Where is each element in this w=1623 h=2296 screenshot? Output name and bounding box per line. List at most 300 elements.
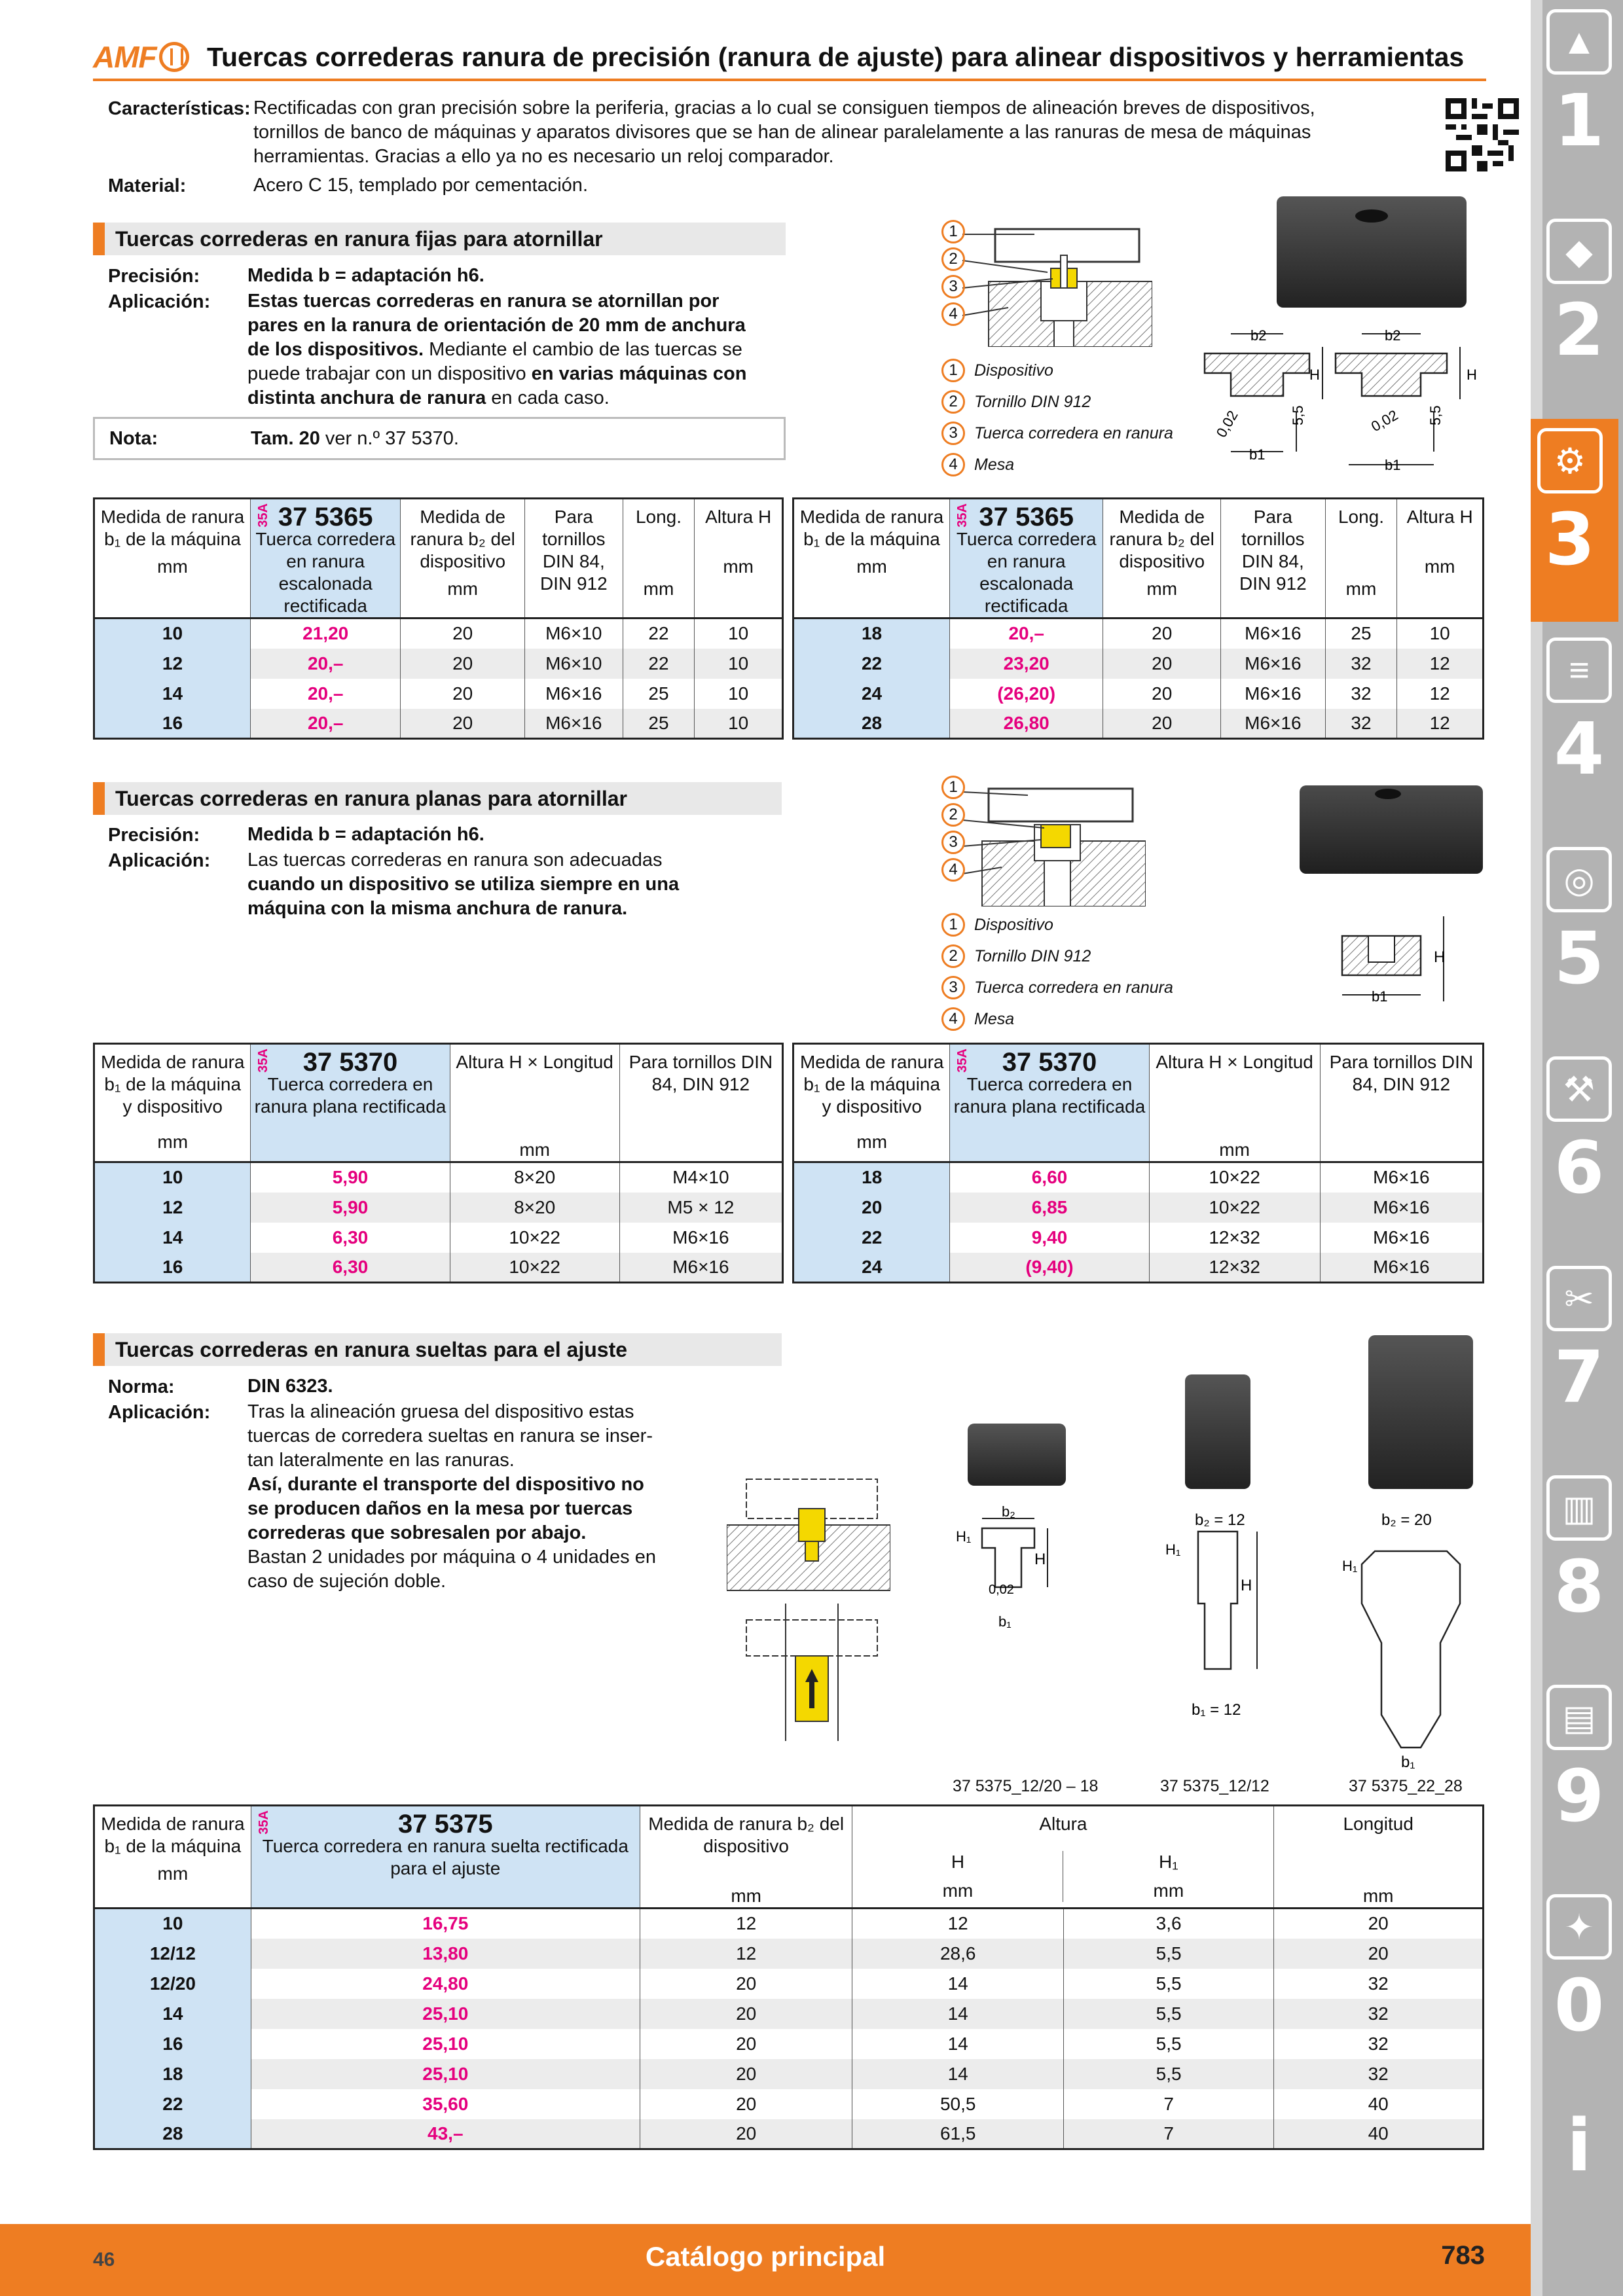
cell-value: 20 [1103, 679, 1221, 709]
sidebar-tab-number: 8 [1554, 1545, 1605, 1628]
chapter-icon: ▲ [1546, 9, 1612, 75]
precision-label: Precisión: [108, 825, 200, 846]
callout-2: 2 [941, 247, 974, 271]
sidebar-tab-9[interactable] [1540, 1676, 1618, 1878]
cell-value: 61,5 [852, 2119, 1063, 2149]
cell-value: M6×16 [1221, 619, 1326, 649]
photo-hole [1375, 789, 1401, 799]
cell-price: 43,– [251, 2119, 640, 2149]
col-header-b1: Medida de ranura b₁ de la máquina mm [793, 499, 950, 619]
chapter-icon: ⚒ [1546, 1056, 1612, 1122]
col-header-altura: Altura H mm H₁ mm [852, 1806, 1274, 1909]
norm-label: Norma: [108, 1376, 175, 1397]
table-row [793, 679, 1484, 709]
product-photo-loose-small [968, 1424, 1066, 1486]
cell-price: 16,75 [251, 1909, 640, 1939]
cell-value: 20 [640, 1999, 852, 2029]
cell-value: M6×16 [1221, 679, 1326, 709]
cell-value: 10 [1397, 619, 1484, 649]
cell-price: 26,80 [950, 709, 1103, 739]
cell-value: 50,5 [852, 2089, 1063, 2119]
cell-value: 20 [1103, 619, 1221, 649]
cell-value: M6×16 [1320, 1223, 1483, 1253]
cell-value: 12 [852, 1909, 1063, 1939]
cell-size: 28 [94, 2119, 251, 2149]
cell-value: 20 [640, 2089, 852, 2119]
cell-value: 20 [401, 619, 525, 649]
dimension-drawing-flat [1336, 903, 1486, 1008]
cell-size: 12/12 [94, 1939, 251, 1969]
cell-price: 5,90 [251, 1193, 450, 1223]
cell-value: 12 [1397, 709, 1484, 739]
cell-value: 20 [640, 2059, 852, 2089]
sidebar-tab-number: 3 [1544, 497, 1596, 581]
table-row [94, 2119, 1484, 2149]
col-header-height-length: Altura H × Longitud mm [1149, 1044, 1320, 1162]
cell-value: M4×10 [619, 1162, 782, 1193]
cell-value: M6×16 [1221, 649, 1326, 679]
table-row [793, 1193, 1484, 1223]
cell-value: 12 [640, 1909, 852, 1939]
table-37-5375 [93, 1804, 1484, 2150]
col-header-length: Long. mm [1325, 499, 1397, 619]
col-header-b1: Medida de ranura b₁ de la máquina mm [94, 1806, 251, 1909]
callout-4: 4 [941, 302, 974, 326]
sidebar-tab-i[interactable] [1540, 2094, 1618, 2296]
cell-size: 16 [94, 709, 251, 739]
legend-item-3: 3 Tuerca corredera en ranura [941, 976, 1173, 999]
chapter-icon: ⚙ [1537, 428, 1603, 493]
cell-value: 10×22 [450, 1223, 619, 1253]
cell-price: (26,20) [950, 679, 1103, 709]
callout-2: 2 [941, 803, 974, 827]
dimension-drawing-stepped [1198, 321, 1525, 471]
section-header-loose: Tuercas correderas en ranura sueltas para el ajuste [93, 1333, 782, 1366]
cell-price: 6,30 [251, 1223, 450, 1253]
cell-value: 20 [1103, 709, 1221, 739]
cell-price: 35,60 [251, 2089, 640, 2119]
legend-item-2: 2 Tornillo DIN 912 [941, 944, 1091, 968]
svg-text:H: H [1467, 367, 1477, 383]
cell-value: 12 [640, 1939, 852, 1969]
cell-size: 20 [793, 1193, 950, 1223]
cell-value: 32 [1274, 1999, 1484, 2029]
table-row [793, 619, 1484, 649]
sidebar-tab-3[interactable] [1531, 419, 1618, 622]
footer-bar [0, 2224, 1531, 2296]
table-row [94, 1193, 783, 1223]
col-header-article: 35A 37 5375 Tuerca corredera en ranura suelta rectificada para el ajuste [251, 1806, 640, 1909]
col-header-screws: Para tornillos DIN 84, DIN 912 [1320, 1044, 1483, 1162]
table-row [793, 1253, 1484, 1283]
chapter-icon: ✦ [1546, 1894, 1612, 1960]
col-header-length: Long. mm [623, 499, 695, 619]
cell-size: 12 [94, 649, 251, 679]
cell-value: 10 [695, 619, 783, 649]
cell-size: 18 [793, 1162, 950, 1193]
table-row [94, 2059, 1484, 2089]
col-header-article: 35A 37 5370 Tuerca corredera en ranura plana rectificada [950, 1044, 1149, 1162]
table-row [94, 1909, 1484, 1939]
catalog-title: Catálogo principal [645, 2241, 886, 2272]
table-row [94, 649, 783, 679]
table-37-5370-left [93, 1043, 784, 1283]
col-header-height: Altura H mm [695, 499, 783, 619]
note-size: Tam. 20 [251, 427, 320, 449]
cell-value: 5,5 [1063, 1999, 1273, 2029]
cell-value: 10 [695, 679, 783, 709]
svg-text:b₁: b₁ [998, 1613, 1012, 1630]
note-text: ver n.º 37 5370. [319, 427, 459, 449]
cell-size: 10 [94, 1162, 251, 1193]
svg-text:b₁ = 12: b₁ = 12 [1192, 1701, 1241, 1719]
sidebar-tab-number: 0 [1554, 1964, 1605, 2047]
dimension-drawing-loose-12-12 [1159, 1505, 1277, 1721]
cell-price: 6,85 [950, 1193, 1149, 1223]
svg-text:b1: b1 [1385, 457, 1401, 471]
cell-value: 10×22 [450, 1253, 619, 1283]
col-header-b2: Medida de ranura b₂ del dispositivo mm [640, 1806, 852, 1909]
cell-value: 12×32 [1149, 1253, 1320, 1283]
cell-size: 14 [94, 679, 251, 709]
legend-item-1: 1 Dispositivo [941, 913, 1053, 937]
svg-text:H: H [1309, 367, 1320, 383]
legend-item-4: 4 Mesa [941, 1007, 1014, 1031]
cell-size: 22 [793, 1223, 950, 1253]
dimension-drawing-loose-small [949, 1502, 1067, 1633]
cell-value: 5,5 [1063, 1939, 1273, 1969]
col-header-article: 35A 37 5365 Tuerca corredera en ranura escalonada rectificada [251, 499, 401, 619]
sidebar-tab-7[interactable] [1540, 1257, 1618, 1460]
col-header-longitud: Longitud mm [1274, 1806, 1484, 1909]
svg-text:0,02: 0,02 [1368, 406, 1401, 435]
cell-value: 20 [1274, 1909, 1484, 1939]
cell-value: 25 [623, 679, 695, 709]
cell-value: 7 [1063, 2119, 1273, 2149]
sidebar-tab-number: i [1567, 2104, 1592, 2187]
callout-4: 4 [941, 858, 974, 882]
note-label: Nota: [109, 427, 158, 449]
cell-value: 20 [401, 679, 525, 709]
table-row [793, 709, 1484, 739]
section-header-flat: Tuercas correderas en ranura planas para atornillar [93, 782, 782, 815]
cell-price: 24,80 [251, 1969, 640, 1999]
caption-375375-22-28: 37 5375_22_28 [1349, 1777, 1463, 1795]
cell-size: 24 [793, 679, 950, 709]
cell-value: 5,5 [1063, 1969, 1273, 1999]
cell-size: 22 [94, 2089, 251, 2119]
cell-value: 10×22 [1149, 1193, 1320, 1223]
callout-1: 1 [941, 220, 974, 243]
table-row [94, 1969, 1484, 1999]
product-photo-loose-22-28 [1368, 1335, 1473, 1489]
assembly-diagram-loose [727, 1473, 890, 1741]
svg-text:b1: b1 [1372, 988, 1388, 1005]
table-row [793, 1223, 1484, 1253]
cell-value: M6×10 [524, 649, 623, 679]
cell-price: 20,– [251, 649, 401, 679]
application-text: Tras la alineación gruesa del dispositivo estas tuercas de corredera sueltas en ranura se inser- tan lateralmente en las ranuras. Así, durante el transporte del dispositivo no se producen daños en la mesa por tuercas correderas que sobresalen por abajo. Bastan 2 unidades por máquina o 4 unidades en caso de sujeción doble. [247, 1401, 656, 1592]
cell-value: 20 [401, 649, 525, 679]
svg-text:b1: b1 [1249, 446, 1266, 463]
svg-text:H: H [1434, 948, 1446, 966]
table-37-5370-right [792, 1043, 1484, 1283]
cell-value: 20 [401, 709, 525, 739]
chapter-icon: ◆ [1546, 219, 1612, 284]
chapter-icon: ▥ [1546, 1475, 1612, 1541]
cell-value: M6×16 [1320, 1253, 1483, 1283]
precision-text: Medida b = adaptación h6. [247, 824, 484, 845]
cell-value: 32 [1325, 649, 1397, 679]
application-text: Estas tuercas correderas en ranura se atornillan por pares en la ranura de orientación de 20 mm de anchura de los dispositivos. Mediante el cambio de las tuercas se puede trabajar con un dispositivo en varias máquinas con distinta anchura de ranura en cada caso. [247, 291, 747, 408]
cell-size: 10 [94, 619, 251, 649]
callout-1: 1 [941, 776, 974, 799]
cell-price: 25,10 [251, 1999, 640, 2029]
svg-text:b2: b2 [1250, 327, 1267, 344]
cell-value: 20 [1103, 649, 1221, 679]
cell-price: 9,40 [950, 1223, 1149, 1253]
header-divider [93, 79, 1486, 81]
cell-value: M5 × 12 [619, 1193, 782, 1223]
svg-text:H₁: H₁ [1165, 1541, 1181, 1558]
cell-value: M6×16 [619, 1253, 782, 1283]
table-row [94, 1939, 1484, 1969]
application-text: Las tuercas correderas en ranura son adecuadas cuando un dispositivo se utiliza siempre en una máquina con la misma anchura de ranura. [247, 850, 680, 919]
cell-value: 32 [1325, 709, 1397, 739]
cell-price: 13,80 [251, 1939, 640, 1969]
table-row [94, 1162, 783, 1193]
cell-size: 16 [94, 1253, 251, 1283]
sidebar-tab-5[interactable] [1540, 838, 1618, 1041]
section-header-fixed: Tuercas correderas en ranura fijas para atornillar [93, 223, 786, 255]
table-37-5365-right [792, 497, 1484, 740]
cell-size: 14 [94, 1999, 251, 2029]
col-header-height: Altura H mm [1397, 499, 1484, 619]
col-header-b1: Medida de ranura b₁ de la máquina y dispositivo mm [793, 1044, 950, 1162]
col-header-screws: Para tornillos DIN 84, DIN 912 [1221, 499, 1326, 619]
sidebar-tab-number: 4 [1554, 707, 1605, 791]
chapter-icon: ✂ [1546, 1266, 1612, 1331]
cell-value: 14 [852, 1999, 1063, 2029]
col-header-b1: Medida de ranura b₁ de la máquina y dispositivo mm [94, 1044, 251, 1162]
sidebar-tab-4[interactable] [1540, 628, 1618, 831]
cell-value: M6×16 [524, 679, 623, 709]
svg-text:b₂ = 20: b₂ = 20 [1381, 1511, 1432, 1529]
legend-item-3: 3 Tuerca corredera en ranura [941, 422, 1173, 445]
cell-value: 28,6 [852, 1939, 1063, 1969]
cell-size: 24 [793, 1253, 950, 1283]
qr-code-icon[interactable] [1446, 98, 1519, 171]
cell-value: 5,5 [1063, 2059, 1273, 2089]
svg-text:b₂: b₂ [1002, 1503, 1015, 1520]
svg-text:0,02: 0,02 [1213, 407, 1241, 440]
cell-size: 12 [94, 1193, 251, 1223]
table-row [94, 2029, 1484, 2059]
cell-price: 20,– [251, 709, 401, 739]
legend-item-4: 4 Mesa [941, 453, 1014, 476]
material-text: Acero C 15, templado por cementación. [253, 175, 588, 196]
cell-value: 12 [1397, 649, 1484, 679]
cell-value: 5,5 [1063, 2029, 1273, 2059]
cell-price: 5,90 [251, 1162, 450, 1193]
cell-value: 10 [695, 649, 783, 679]
cell-price: 25,10 [251, 2059, 640, 2089]
svg-text:0,02: 0,02 [989, 1583, 1014, 1597]
cell-value: 7 [1063, 2089, 1273, 2119]
cell-value: 10 [695, 709, 783, 739]
cell-size: 10 [94, 1909, 251, 1939]
cell-value: 14 [852, 2059, 1063, 2089]
sidebar-tab-number: 2 [1554, 288, 1605, 372]
caption-375375-12-12: 37 5375_12/12 [1160, 1777, 1269, 1795]
cell-value: 22 [623, 649, 695, 679]
chapter-icon: ≡ [1546, 637, 1612, 703]
cell-value: M6×10 [524, 619, 623, 649]
features-label: Características: [108, 98, 251, 119]
sidebar-tab-number: 9 [1554, 1754, 1605, 1838]
chapter-icon: ◎ [1546, 847, 1612, 912]
table-row [793, 649, 1484, 679]
cell-value: 32 [1274, 1969, 1484, 1999]
col-header-article: 35A 37 5370 Tuerca corredera en ranura plana rectificada [251, 1044, 450, 1162]
table-row [94, 1253, 783, 1283]
sidebar-tab-2[interactable] [1540, 209, 1618, 412]
svg-text:b₂ = 12: b₂ = 12 [1195, 1511, 1245, 1529]
cell-price: 23,20 [950, 649, 1103, 679]
legend-item-2: 2 Tornillo DIN 912 [941, 390, 1091, 414]
cell-size: 18 [94, 2059, 251, 2089]
cell-value: M6×16 [1320, 1193, 1483, 1223]
cell-price: 21,20 [251, 619, 401, 649]
col-header-b2: Medida de ranura b₂ del dispositivo mm [401, 499, 525, 619]
cell-size: 14 [94, 1223, 251, 1253]
col-header-article: 35A 37 5365 Tuerca corredera en ranura escalonada rectificada [950, 499, 1103, 619]
norm-text: DIN 6323. [247, 1376, 333, 1397]
cell-price: (9,40) [950, 1253, 1149, 1283]
caption-375375-12-20: 37 5375_12/20 – 18 [953, 1777, 1099, 1795]
svg-text:H₁: H₁ [1342, 1558, 1358, 1574]
page-number-left: 46 [93, 2249, 115, 2270]
table-row [94, 1223, 783, 1253]
chapter-icon: ▤ [1546, 1685, 1612, 1750]
product-photo-loose-12-12 [1185, 1374, 1250, 1489]
cell-value: 20 [1274, 1939, 1484, 1969]
application-label: Aplicación: [108, 291, 211, 312]
dimension-drawing-loose-22-28 [1329, 1499, 1480, 1774]
cell-value: 14 [852, 2029, 1063, 2059]
cell-size: 12/20 [94, 1969, 251, 1999]
precision-label: Precisión: [108, 266, 200, 287]
cell-value: 8×20 [450, 1193, 619, 1223]
cell-price: 25,10 [251, 2029, 640, 2059]
cell-price: 20,– [251, 679, 401, 709]
cell-value: M6×16 [1221, 709, 1326, 739]
precision-text: Medida b = adaptación h6. [247, 265, 484, 286]
table-37-5365-left [93, 497, 784, 740]
cell-price: 20,– [950, 619, 1103, 649]
sidebar-tab-1[interactable] [1540, 0, 1618, 203]
table-row [793, 1162, 1484, 1193]
application-label: Aplicación: [108, 850, 211, 871]
cell-value: M6×16 [524, 709, 623, 739]
sidebar-tab-number: 7 [1554, 1335, 1605, 1419]
cell-value: 22 [623, 619, 695, 649]
cell-value: 32 [1274, 2029, 1484, 2059]
application-label: Aplicación: [108, 1402, 211, 1423]
table-row [94, 619, 783, 649]
svg-text:5,5: 5,5 [1290, 405, 1306, 425]
cell-value: 25 [623, 709, 695, 739]
cell-value: 8×20 [450, 1162, 619, 1193]
col-header-b2: Medida de ranura b₂ del dispositivo mm [1103, 499, 1221, 619]
legend-item-1: 1 Dispositivo [941, 359, 1053, 382]
cell-price: 6,60 [950, 1162, 1149, 1193]
page-title: Tuercas correderas ranura de precisión (ranura de ajuste) para alinear dispositivos y herramientas [207, 42, 1465, 72]
cell-value: M6×16 [619, 1223, 782, 1253]
note-box [93, 417, 786, 460]
table-row [94, 679, 783, 709]
cell-value: 14 [852, 1969, 1063, 1999]
logo-text: AMF [93, 40, 156, 74]
material-label: Material: [108, 175, 187, 196]
table-row [94, 1999, 1484, 2029]
svg-text:b2: b2 [1385, 327, 1401, 344]
cell-size: 28 [793, 709, 950, 739]
sidebar-tab-0[interactable] [1540, 1885, 1618, 2088]
cell-value: 12 [1397, 679, 1484, 709]
table-row [94, 2089, 1484, 2119]
svg-text:H: H [1034, 1551, 1046, 1568]
svg-text:H₁: H₁ [956, 1528, 972, 1545]
table-row [94, 709, 783, 739]
callout-3: 3 [941, 275, 974, 298]
svg-text:b₁: b₁ [1401, 1753, 1415, 1771]
cell-value: 10×22 [1149, 1162, 1320, 1193]
sidebar-tab-number: 5 [1554, 916, 1605, 1000]
col-header-screws: Para tornillos DIN 84, DIN 912 [524, 499, 623, 619]
cell-value: 20 [640, 1969, 852, 1999]
callout-3: 3 [941, 831, 974, 854]
cell-value: 3,6 [1063, 1909, 1273, 1939]
cell-value: 20 [640, 2119, 852, 2149]
cell-value: 32 [1274, 2059, 1484, 2089]
cell-value: 25 [1325, 619, 1397, 649]
sidebar-tab-number: 1 [1554, 79, 1605, 162]
cell-value: 40 [1274, 2119, 1484, 2149]
col-header-height-length: Altura H × Longitud mm [450, 1044, 619, 1162]
amf-logo [93, 41, 189, 73]
cell-price: 6,30 [251, 1253, 450, 1283]
cell-value: 40 [1274, 2089, 1484, 2119]
cell-value: 12×32 [1149, 1223, 1320, 1253]
features-text: Rectificadas con gran precisión sobre la periferia, gracias a lo cual se consiguen tiempos de alineación breves de dispositivos, tornillos de banco de máquinas y aparatos divisores que se han de alinear paralelamente a las ranuras de mesa de máquinas herramientas. Gracias a ello ya no es necesario un reloj comparador. [253, 98, 1315, 167]
photo-hole [1355, 209, 1388, 223]
cell-size: 16 [94, 2029, 251, 2059]
cell-value: M6×16 [1320, 1162, 1483, 1193]
cell-value: 20 [640, 2029, 852, 2059]
svg-text:5,5: 5,5 [1427, 405, 1444, 425]
cell-size: 22 [793, 649, 950, 679]
sidebar-tab-6[interactable] [1540, 1047, 1618, 1250]
col-header-b1: Medida de ranura b₁ de la máquina mm [94, 499, 251, 619]
cell-size: 18 [793, 619, 950, 649]
col-header-screws: Para tornillos DIN 84, DIN 912 [619, 1044, 782, 1162]
cell-value: 32 [1325, 679, 1397, 709]
svg-text:H: H [1241, 1577, 1252, 1594]
sidebar-tab-number: 6 [1554, 1126, 1605, 1210]
sidebar-tab-8[interactable] [1540, 1466, 1618, 1669]
logo-ring-icon [159, 42, 189, 72]
